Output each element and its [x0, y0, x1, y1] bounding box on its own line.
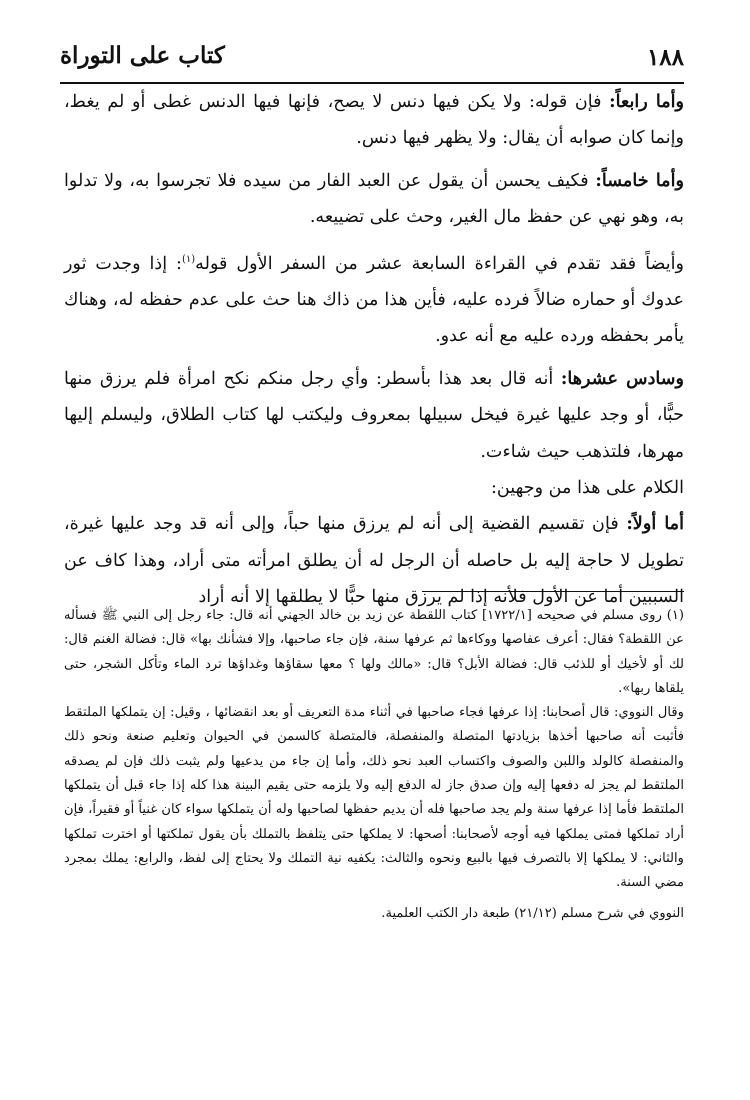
paragraph-text: وأيضاً فقد تقدم في القراءة السابعة عشر من السفر الأول قوله	[195, 253, 685, 274]
footnote-divider	[422, 591, 684, 592]
footnote-1: (١) روى مسلم في صحيحه [١٧٢٢/١] كتاب اللقطة عن زيد بن خالد الجهني أنه قال: جاء رجل إلى النبي ﷺ فسأله عن اللقطة؟ فقال: أعرف عفاصها ووكاءها ثم عرفها سنة، فإن جاء صاحبها، وإلا فشأنك بها» قال: فضالة الغنم قال: لك أو لأخيك أو للذئب قال: فضالة الأبل؟ قال: «مالك ولها ؟ معها سقاؤها وغداؤها ترد الماء وتأكل الشجر، حتى يلقاها ربها».	[64, 608, 684, 696]
paragraph-lead: وأما خامساً:	[595, 169, 684, 191]
paragraph-sixteenth	[64, 361, 684, 470]
paragraph-text: فإن قوله: ولا يكن فيها دنس لا يصح، فإنها فيها الدنس غطى أو لم يغط، وإنما كان صوابه أن يقال: ولا يظهر فيها دنس.	[64, 92, 684, 149]
running-title: كتاب على التوراة	[60, 42, 225, 69]
footnote-commentary: وقال النووي: قال أصحابنا: إذا عرفها فجاء صاحبها في أثناء مدة التعريف أو بعد انقضائها ، وقيل: إن يتملكها الملتقط فأثبت أنه صاحبها أخذها بزيادتها المتصلة والمنفصلة، فالمتصلة كالسمن في الحيوان وتعليم صنعة ونحو ذلك والمنفصلة كالولد واللبن والصوف واكتساب العبد نحو ذلك، وأما إن جاء من يدعيها ولم يثبت ذلك فإن لم يصدقه الملتقط لم يجز له دفعها إليه وإن صدق جاز له الدفع إليه ولا يلزمه حتى يقيم البينة هذا كله إذا جاء قبل أن يتملكها الملتقط فأما إذا عرفها سنة ولم يجد صاحبها فله أن يديم حفظها لصاحبها وله أن يتملكها سواء كان غنياً أو فقيراً، فإن أراد تملكها فمتى يملكها فيه أوجه لأصحابنا: أصحها: لا يملكها حتى يتلفظ بالتملك بأن يقول تملكتها أو اخترت تملكها والثاني: لا يملكها إلا بالتصرف فيها بالبيع ونحوه والثالث: يكفيه نية التملك ولا يحتاج إلى لفظ، والرابع: يملك بمجرد مضي السنة.	[64, 705, 684, 891]
paragraph-first-point	[64, 506, 684, 615]
paragraph-text: أنه قال بعد هذا بأسطر: وأي رجل منكم نكح امرأة فلم يرزق منها حبًّا، أو وجد عليها غيرة فيخل سبيلها بمعروف وليكتب لها كتاب الطلاق، وليسلم إليها مهرها، فلتذهب حيث شاءت.	[64, 368, 684, 462]
paragraph-text: فإن تقسيم القضية إلى أنه لم يرزق منها حباً، وإلى أنه قد وجد عليها غيرة، تطويل لا حاجة إليه بل حاصله أن الرجل له أن يطلق امرأته متى أراد، وهذا كاف عن السببين أما عن الأول فلأنه إذا لم يرزق منها حبًّا لا يطلقها إلا أنه أراد	[64, 514, 684, 608]
main-text	[64, 84, 684, 616]
paragraph-lead: أما أولاً:	[626, 513, 684, 535]
paragraph-lead: وسادس عشرها:	[560, 367, 684, 389]
paragraph-fifth	[64, 163, 684, 236]
paragraph-also	[64, 242, 684, 355]
footnote-source: النووي في شرح مسلم (٢١/١٢) طبعة دار الكتب العلمية.	[381, 905, 684, 921]
paragraph-fourth	[64, 84, 684, 157]
paragraph-discussion	[64, 470, 684, 506]
footnotes	[64, 604, 684, 926]
page-header	[60, 40, 684, 84]
page-number: ١٨٨	[646, 44, 684, 71]
paragraph-text: : إذا وجدت ثور عدوك أو حماره ضالاً فرده عليه، فأين هذا من ذاك هنا حث على عدم حفظه له، وهناك يأمر بحفظه ورده عليه مع أنه عدو.	[64, 253, 684, 347]
paragraph-lead: وأما رابعاً:	[609, 91, 684, 112]
footnote-reference[interactable]: (١)	[181, 253, 196, 265]
paragraph-text: فكيف يحسن أن يقول عن العبد الفار من سيده فلا تجرسوا به، ولا تدلوا به، وهو نهي عن حفظ مال الغير، وحث على تضييعه.	[64, 170, 684, 228]
paragraph-text: الكلام على هذا من وجهين:	[490, 477, 684, 498]
